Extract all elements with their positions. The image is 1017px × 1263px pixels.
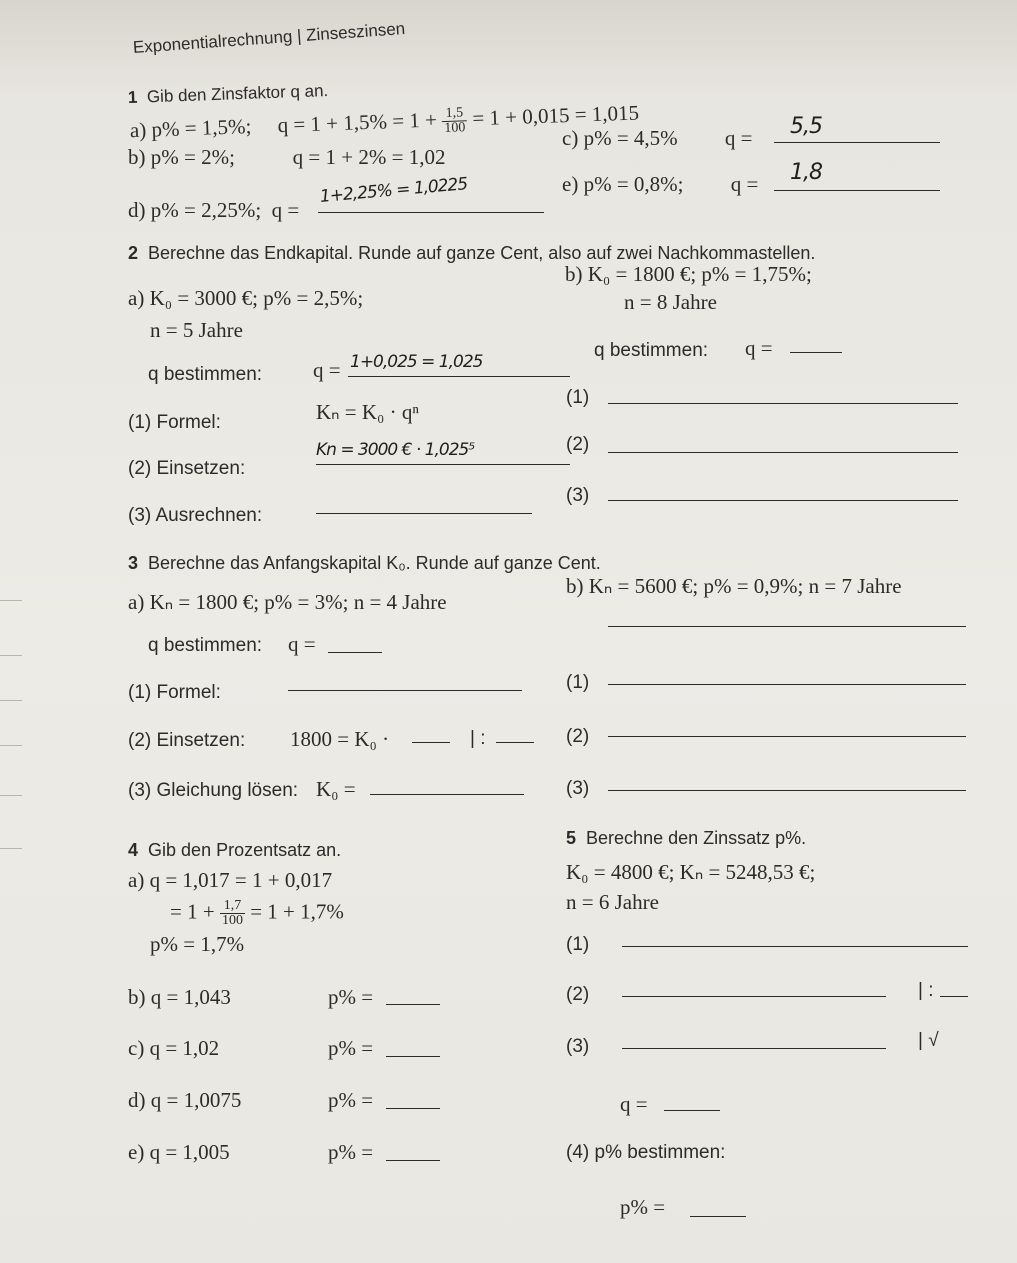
answer-line[interactable] [608,790,966,791]
task3-a-step2: (2) Einsetzen: [128,730,246,751]
task3-b-given: b) Kₙ = 5600 €; p% = 0,9%; n = 7 Jahre [566,574,902,598]
task1-d: d) p% = 2,25%; q = [128,198,300,222]
answer-line[interactable] [386,1004,440,1005]
task5-given1: K₀ = 4800 €; Kₙ = 5248,53 €; [566,860,816,884]
task2-heading: 2 Berechne das Endkapital. Runde auf ganze Cent, also auf zwei Nachkommastellen. [128,243,816,263]
answer-line[interactable] [386,1160,440,1161]
answer-line[interactable] [316,464,570,465]
task3-a-q-label: q = [288,632,316,656]
task2-a-q-label: q = [313,358,341,382]
answer-line[interactable] [774,142,940,143]
answer-line[interactable] [608,626,966,627]
answer-line[interactable] [608,403,958,404]
answer-line[interactable] [328,652,382,653]
task5-p-label: p% = [620,1195,666,1219]
task4-e: e) q = 1,005 [128,1140,230,1164]
handwritten-answer: 5,5 [790,114,822,139]
margin-mark [0,700,22,701]
page-title: Exponentialrechnung | Zinseszinsen [132,18,406,57]
task3-a-step1: (1) Formel: [128,682,221,703]
task3-b-step2: (2) [566,726,590,747]
answer-line[interactable] [608,736,966,737]
task5-step1: (1) [566,934,590,955]
task2-b-q-label: q = [745,336,773,360]
answer-line[interactable] [316,513,532,514]
divide-operator: | : [918,980,934,1001]
task3-a-insert: 1800 = K₀ · [290,727,390,751]
answer-line[interactable] [348,376,570,377]
fraction: $\frac{1,7}{100}$ [221,898,243,928]
task4-heading: 4 Gib den Prozentsatz an. [128,840,342,860]
task2-a-q-prompt: q bestimmen: [148,364,263,385]
margin-mark [0,745,22,746]
answer-line[interactable] [790,352,842,353]
answer-line[interactable] [690,1216,746,1217]
task2-b-q-prompt: q bestimmen: [594,340,709,361]
task4-d-p: p% = [328,1088,374,1112]
task2-b-step3: (3) [566,485,590,506]
margin-mark [0,655,22,656]
handwritten-answer: 1,8 [790,160,822,185]
answer-line[interactable] [370,794,524,795]
answer-line[interactable] [608,684,966,685]
task2-a-step3: (3) Ausrechnen: [128,505,263,526]
task4-a-result: p% = 1,7% [150,932,245,956]
task2-b-years: n = 8 Jahre [624,290,717,314]
fraction: $\frac{1,5}{100}$ [442,106,468,136]
task5-step4: (4) p% bestimmen: [566,1142,726,1163]
task2-b-given: b) K₀ = 1800 €; p% = 1,75%; [565,262,812,286]
task3-a-solve: K₀ = [316,777,356,801]
task5-heading: 5 Berechne den Zinssatz p%. [566,828,807,848]
formula: Kₙ = K₀ · qⁿ [316,400,419,424]
answer-line[interactable] [386,1108,440,1109]
answer-line[interactable] [622,946,968,947]
handwritten-answer: 1+2,25% = 1,0225 [319,174,468,207]
task1-e: e) p% = 0,8%; q = [562,172,759,196]
task2-a-step2: (2) Einsetzen: [128,458,246,479]
task5-given2: n = 6 Jahre [566,890,659,914]
task5-step2: (2) [566,984,590,1005]
answer-line[interactable] [288,690,522,691]
sqrt-operator: | √ [918,1030,939,1051]
task1-c: c) p% = 4,5% q = [562,126,753,150]
margin-mark [0,795,22,796]
answer-line[interactable] [386,1056,440,1057]
task4-a-line2: = 1 + $\frac{1,7}{100}$ = 1 + 1,7% [170,898,344,928]
margin-mark [0,848,22,849]
answer-line[interactable] [412,742,450,743]
task2-b-step1: (1) [566,387,590,408]
task4-b-p: p% = [328,985,374,1009]
handwritten-answer: Kn = 3000 € · 1,025⁵ [316,440,475,460]
task3-b-step1: (1) [566,672,590,693]
task5-q-label: q = [620,1092,648,1116]
task3-b-step3: (3) [566,778,590,799]
task2-b-step2: (2) [566,434,590,455]
task3-heading: 3 Berechne das Anfangskapital K₀. Runde auf ganze Cent. [128,553,601,573]
answer-line[interactable] [664,1110,720,1111]
task2-a-given: a) K₀ = 3000 €; p% = 2,5%; [128,286,364,310]
divide-operator: | : [470,728,486,749]
answer-line[interactable] [318,212,544,213]
task3-a-given: a) Kₙ = 1800 €; p% = 3%; n = 4 Jahre [128,590,447,614]
handwritten-answer: 1+0,025 = 1,025 [350,352,483,372]
task3-a-step3: (3) Gleichung lösen: [128,780,299,801]
answer-line[interactable] [608,500,958,501]
task1-heading: 1 Gib den Zinsfaktor q an. [127,81,329,107]
task4-b: b) q = 1,043 [128,985,231,1009]
task1-a: a) p% = 1,5%; q = 1 + 1,5% = 1 + $\frac{1,5}{100}$ = 1 + 0,015 = 1,015 [129,100,640,143]
task1-b: b) p% = 2%; q = 1 + 2% = 1,02 [128,145,446,169]
answer-line[interactable] [496,742,534,743]
answer-line[interactable] [774,190,940,191]
task2-a-step1: (1) Formel: [128,412,221,433]
answer-line[interactable] [622,996,886,997]
answer-line[interactable] [940,996,968,997]
task4-e-p: p% = [328,1140,374,1164]
task4-a-q: a) q = 1,017 = 1 + 0,017 [128,868,333,892]
task5-step3: (3) [566,1036,590,1057]
task4-c-p: p% = [328,1036,374,1060]
task3-a-q-prompt: q bestimmen: [148,635,263,656]
margin-mark [0,600,22,601]
task4-d: d) q = 1,0075 [128,1088,242,1112]
task2-a-years: n = 5 Jahre [150,318,243,342]
answer-line[interactable] [622,1048,886,1049]
task4-c: c) q = 1,02 [128,1036,220,1060]
answer-line[interactable] [608,452,958,453]
